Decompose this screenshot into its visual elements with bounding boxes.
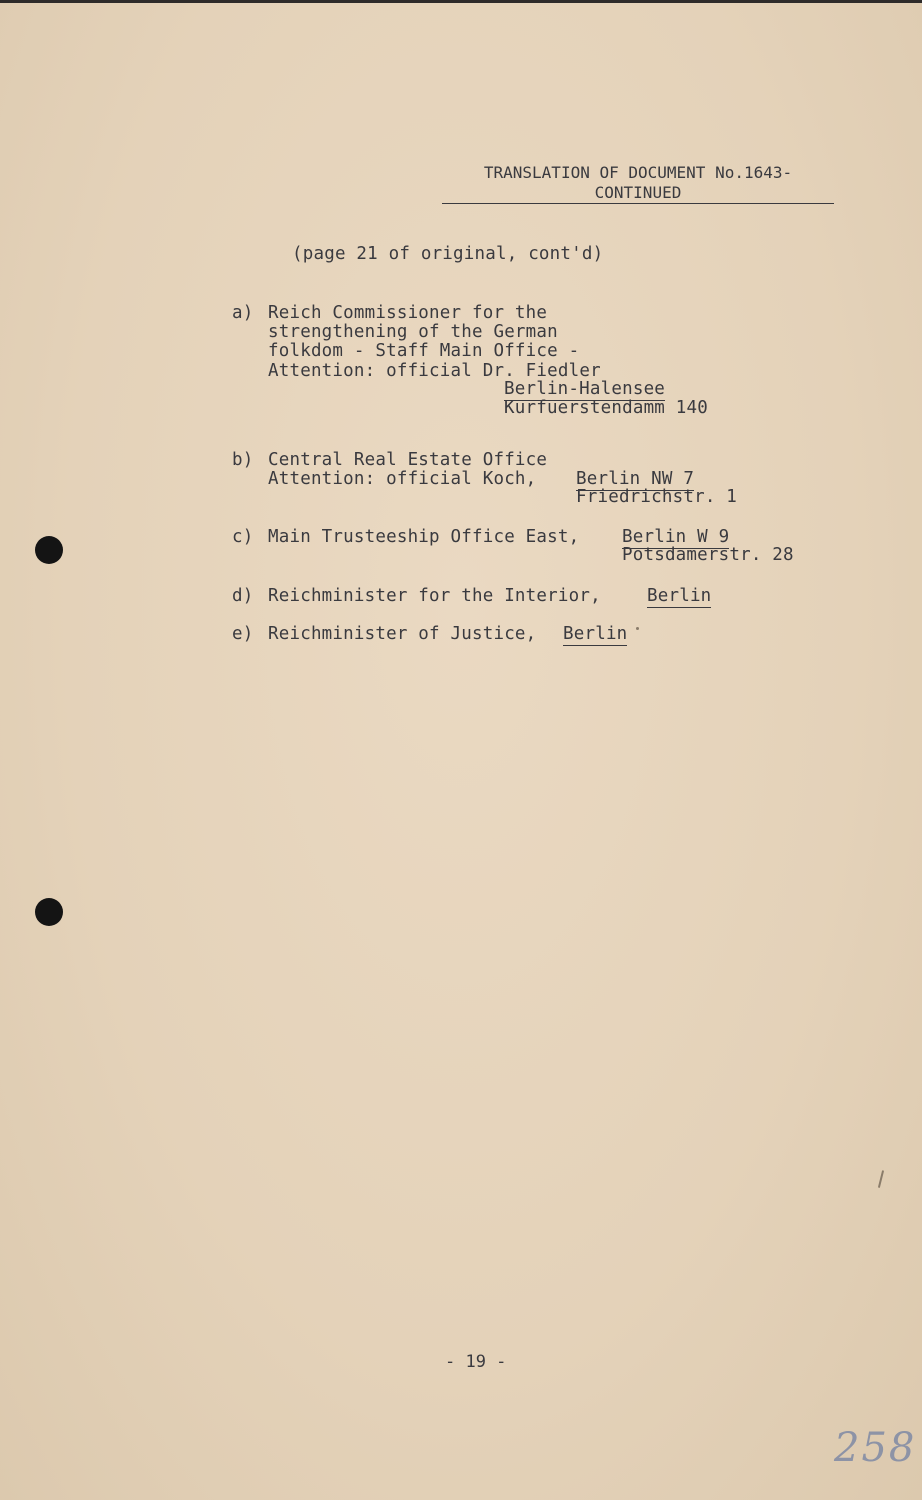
item-e-line1: Reichminister of Justice, — [268, 624, 537, 644]
item-b-line2: Attention: official Koch, — [268, 469, 537, 489]
item-e-city: Berlin — [563, 624, 628, 644]
item-d-city: Berlin — [647, 586, 712, 606]
item-c-street: Potsdamerstr. 28 — [622, 545, 794, 565]
item-a-line4: Attention: official Dr. Fiedler — [268, 361, 601, 381]
document-header — [442, 163, 834, 203]
item-b-city: Berlin NW 7 — [576, 469, 695, 489]
item-c-line1: Main Trusteeship Office East, — [268, 527, 580, 547]
paper-speck — [636, 627, 639, 630]
header-continued: CONTINUED — [594, 183, 682, 202]
item-b-street: Friedrichstr. 1 — [576, 487, 738, 507]
item-a-city: Berlin-Halensee — [504, 379, 666, 399]
punch-hole-upper — [35, 536, 63, 564]
page-subtitle: (page 21 of original, cont'd) — [292, 244, 604, 264]
item-b-line1: Central Real Estate Office — [268, 450, 548, 470]
item-d-line1: Reichminister for the Interior, — [268, 586, 601, 606]
item-a-line3: folkdom - Staff Main Office - — [268, 341, 580, 361]
item-a-marker: a) — [232, 303, 254, 323]
header-title: TRANSLATION OF DOCUMENT No.1643- — [483, 163, 793, 182]
header-underline — [442, 203, 834, 204]
item-b-marker: b) — [232, 450, 254, 470]
item-e-marker: e) — [232, 624, 254, 644]
page-number: - 19 - — [445, 1352, 507, 1372]
paper-mark — [878, 1170, 884, 1188]
handwritten-stamp-number: 258 — [834, 1425, 917, 1471]
item-a-line2: strengthening of the German — [268, 322, 558, 342]
item-c-marker: c) — [232, 527, 254, 547]
item-a-street: Kurfuerstendamm 140 — [504, 398, 708, 418]
item-c-city: Berlin W 9 — [622, 527, 730, 547]
item-d-marker: d) — [232, 586, 254, 606]
item-a-line1: Reich Commissioner for the — [268, 303, 548, 323]
punch-hole-lower — [35, 898, 63, 926]
top-border — [0, 0, 922, 3]
